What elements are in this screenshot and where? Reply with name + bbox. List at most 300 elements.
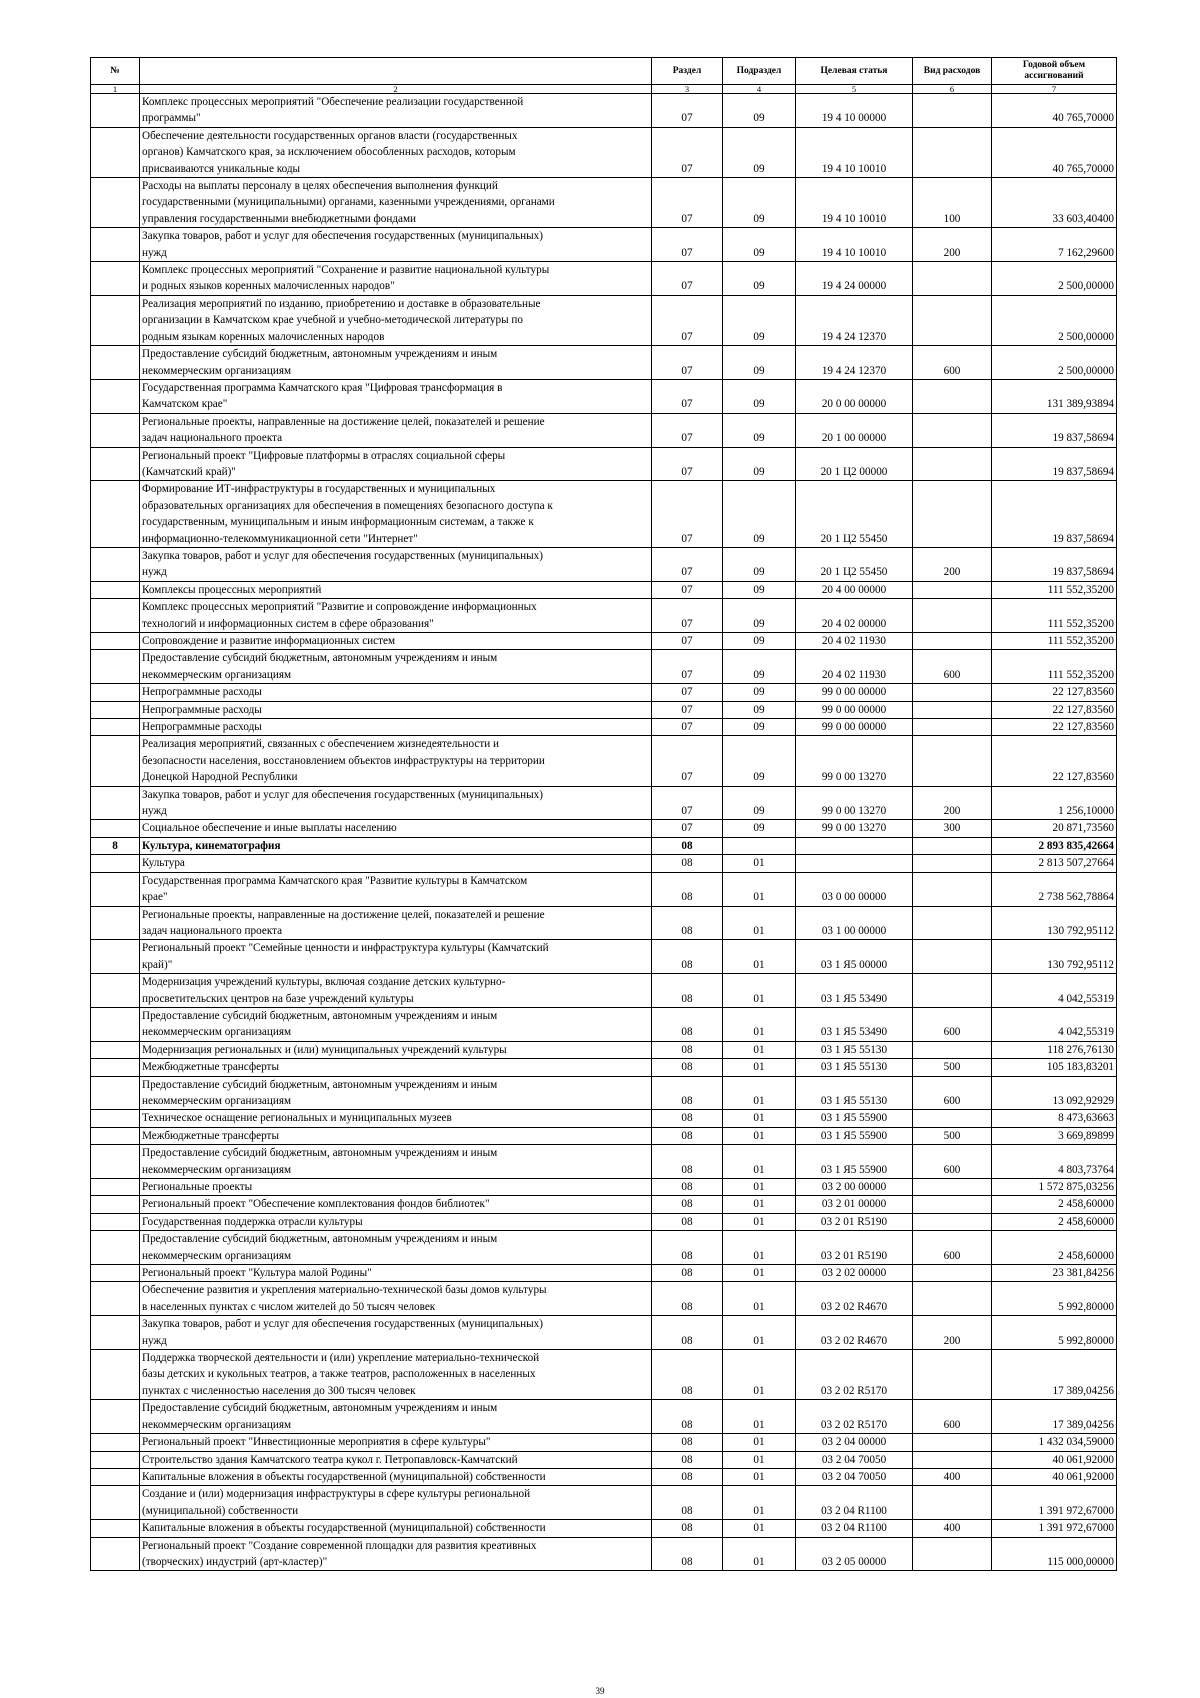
table-row (91, 719, 1117, 736)
table-row (91, 1520, 1117, 1537)
cell-celevaya-statya: 03 2 04 R1100 (796, 1520, 913, 1537)
column-number-row (91, 85, 1117, 94)
table-row (91, 1196, 1117, 1213)
cell-num (91, 1196, 140, 1213)
cell-name (140, 228, 652, 262)
table-row (91, 684, 1117, 701)
cell-celevaya-statya: 03 2 01 R5190 (796, 1213, 913, 1230)
cell-name (140, 94, 652, 128)
cell-celevaya-statya: 03 2 00 00000 (796, 1179, 913, 1196)
table-row (91, 447, 1117, 481)
cell-podrazdel: 09 (723, 736, 796, 786)
cell-name (140, 1007, 652, 1041)
cell-num (91, 379, 140, 413)
cell-summa: 22 127,83560 (992, 701, 1117, 718)
cell-celevaya-statya: 03 2 01 R5190 (796, 1231, 913, 1265)
cell-summa: 2 458,60000 (992, 1196, 1117, 1213)
cell-name (140, 1127, 652, 1144)
cell-summa: 118 276,76130 (992, 1041, 1117, 1058)
cell-num (91, 1520, 140, 1537)
table-row (91, 1007, 1117, 1041)
cell-name (140, 1265, 652, 1282)
cell-celevaya-statya: 20 1 Ц2 55450 (796, 547, 913, 581)
cell-name-line: базы детских и кукольных театров, а также театров, расположенных в населенных (142, 1368, 536, 1381)
cell-celevaya-statya: 99 0 00 13270 (796, 820, 913, 837)
cell-num (91, 820, 140, 837)
cell-podrazdel: 01 (723, 1316, 796, 1350)
cell-name-line: Региональный проект "Создание современной площадки для развития креативных (142, 1539, 537, 1552)
header-vid-rashodov: Вид расходов (913, 58, 992, 85)
cell-name (140, 650, 652, 684)
cell-vid-rashodov (913, 1434, 992, 1451)
cell-celevaya-statya: 19 4 10 00000 (796, 94, 913, 128)
cell-name (140, 127, 652, 177)
table-row (91, 1041, 1117, 1058)
cell-podrazdel: 09 (723, 820, 796, 837)
cell-summa: 2 458,60000 (992, 1213, 1117, 1230)
cell-razdel: 08 (652, 872, 723, 906)
cell-name-line: Предоставление субсидий бюджетным, автономным учреждениям и иным (142, 652, 498, 665)
cell-celevaya-statya: 20 4 00 00000 (796, 581, 913, 598)
cell-name-line: Комплекс процессных мероприятий "Сохранение и развитие национальной культуры (142, 264, 550, 277)
page-number: 39 (595, 1686, 605, 1696)
cell-num (91, 1537, 140, 1571)
cell-celevaya-statya: 99 0 00 13270 (796, 786, 913, 820)
cell-celevaya-statya: 03 2 02 R5170 (796, 1400, 913, 1434)
cell-podrazdel: 01 (723, 1127, 796, 1144)
table-row (91, 1316, 1117, 1350)
cell-num (91, 547, 140, 581)
table-row (91, 481, 1117, 548)
table-row (91, 1400, 1117, 1434)
cell-num (91, 719, 140, 736)
cell-name-line: Предоставление субсидий бюджетным, автономным учреждениям и иным (142, 1233, 498, 1246)
cell-vid-rashodov (913, 837, 992, 854)
cell-razdel: 07 (652, 127, 723, 177)
cell-vid-rashodov: 200 (913, 786, 992, 820)
cell-podrazdel: 09 (723, 94, 796, 128)
cell-razdel: 08 (652, 1486, 723, 1520)
cell-name-line: нужд (142, 246, 167, 259)
cell-name (140, 684, 652, 701)
table-row (91, 650, 1117, 684)
cell-celevaya-statya: 03 2 02 R4670 (796, 1316, 913, 1350)
table-row (91, 855, 1117, 872)
cell-vid-rashodov (913, 736, 992, 786)
cell-name-line: Модернизация региональных и (или) муниципальных учреждений культуры (142, 1043, 507, 1056)
cell-summa: 115 000,00000 (992, 1537, 1117, 1571)
cell-vid-rashodov (913, 855, 992, 872)
cell-celevaya-statya: 03 2 01 00000 (796, 1196, 913, 1213)
cell-name-line: некоммерческим организациям (142, 1418, 292, 1431)
cell-name-line: Закупка товаров, работ и услуг для обеспечения государственных (муниципальных) (142, 788, 543, 801)
cell-celevaya-statya: 19 4 10 10010 (796, 228, 913, 262)
table-row (91, 701, 1117, 718)
cell-razdel: 07 (652, 820, 723, 837)
cell-num (91, 1007, 140, 1041)
cell-podrazdel: 09 (723, 650, 796, 684)
cell-summa: 131 389,93894 (992, 379, 1117, 413)
cell-podrazdel: 01 (723, 940, 796, 974)
cell-name (140, 547, 652, 581)
cell-celevaya-statya: 03 2 02 R4670 (796, 1282, 913, 1316)
cell-name-line: программы" (142, 112, 201, 125)
cell-razdel: 08 (652, 1059, 723, 1076)
cell-name-line: Предоставление субсидий бюджетным, автономным учреждениям и иным (142, 1078, 498, 1091)
cell-summa: 1 256,10000 (992, 786, 1117, 820)
cell-summa: 17 389,04256 (992, 1350, 1117, 1400)
cell-summa: 22 127,83560 (992, 684, 1117, 701)
cell-razdel: 07 (652, 547, 723, 581)
cell-name-line: Реализация мероприятий по изданию, приобретению и доставке в образовательные (142, 297, 541, 310)
cell-num (91, 1468, 140, 1485)
cell-name (140, 786, 652, 820)
cell-summa: 4 803,73764 (992, 1145, 1117, 1179)
cell-podrazdel: 01 (723, 855, 796, 872)
cell-razdel: 07 (652, 295, 723, 345)
cell-vid-rashodov: 600 (913, 1231, 992, 1265)
cell-vid-rashodov (913, 974, 992, 1008)
cell-razdel: 07 (652, 481, 723, 548)
cell-podrazdel: 01 (723, 1110, 796, 1127)
cell-num (91, 684, 140, 701)
cell-name-line: Техническое оснащение региональных и муниципальных музеев (142, 1112, 452, 1125)
cell-name-line: Камчатском крае" (142, 398, 228, 411)
cell-podrazdel: 01 (723, 1179, 796, 1196)
cell-num (91, 1265, 140, 1282)
cell-name-line: управления государственными внебюджетными фондами (142, 212, 417, 225)
cell-razdel: 07 (652, 633, 723, 650)
cell-name (140, 1076, 652, 1110)
cell-name (140, 1179, 652, 1196)
table-row (91, 1179, 1117, 1196)
cell-podrazdel: 01 (723, 1400, 796, 1434)
table-row (91, 974, 1117, 1008)
cell-name-line: присваиваются уникальные коды (142, 162, 301, 175)
cell-summa: 4 042,55319 (992, 974, 1117, 1008)
cell-name-line: некоммерческим организациям (142, 668, 292, 681)
cell-name-line: Предоставление субсидий бюджетным, автономным учреждениям и иным (142, 348, 498, 361)
cell-vid-rashodov: 100 (913, 178, 992, 228)
cell-name-line: некоммерческим организациям (142, 1026, 292, 1039)
cell-summa: 130 792,95112 (992, 940, 1117, 974)
cell-podrazdel: 01 (723, 1468, 796, 1485)
cell-summa: 3 669,89899 (992, 1127, 1117, 1144)
cell-podrazdel: 01 (723, 1350, 796, 1400)
cell-name-line: Предоставление субсидий бюджетным, автономным учреждениям и иным (142, 1009, 498, 1022)
cell-podrazdel: 01 (723, 1451, 796, 1468)
cell-razdel: 07 (652, 581, 723, 598)
table-row (91, 940, 1117, 974)
cell-summa: 111 552,35200 (992, 650, 1117, 684)
cell-celevaya-statya: 03 2 05 00000 (796, 1537, 913, 1571)
cell-vid-rashodov: 500 (913, 1059, 992, 1076)
cell-num (91, 701, 140, 718)
cell-num (91, 481, 140, 548)
colnum: 7 (992, 85, 1117, 94)
cell-celevaya-statya (796, 855, 913, 872)
cell-summa: 111 552,35200 (992, 599, 1117, 633)
cell-name-line: крае" (142, 891, 168, 904)
cell-celevaya-statya: 03 2 02 R5170 (796, 1350, 913, 1400)
cell-num (91, 1350, 140, 1400)
cell-razdel: 07 (652, 413, 723, 447)
cell-razdel: 08 (652, 1179, 723, 1196)
cell-podrazdel: 01 (723, 1231, 796, 1265)
cell-celevaya-statya: 19 4 24 12370 (796, 295, 913, 345)
cell-vid-rashodov: 600 (913, 1400, 992, 1434)
cell-vid-rashodov (913, 481, 992, 548)
cell-name (140, 1145, 652, 1179)
header-num: № (91, 58, 140, 85)
cell-celevaya-statya (796, 837, 913, 854)
cell-podrazdel: 01 (723, 1145, 796, 1179)
cell-name-line: нужд (142, 566, 167, 579)
cell-num (91, 1434, 140, 1451)
cell-podrazdel: 01 (723, 1486, 796, 1520)
cell-num (91, 228, 140, 262)
cell-num (91, 974, 140, 1008)
cell-summa: 2 813 507,27664 (992, 855, 1117, 872)
table-row (91, 547, 1117, 581)
cell-celevaya-statya: 03 1 Я5 55130 (796, 1059, 913, 1076)
cell-razdel: 07 (652, 599, 723, 633)
cell-celevaya-statya: 03 2 02 00000 (796, 1265, 913, 1282)
cell-vid-rashodov: 200 (913, 547, 992, 581)
cell-name-line: Модернизация учреждений культуры, включая создание детских культурно- (142, 976, 506, 989)
cell-celevaya-statya: 20 1 00 00000 (796, 413, 913, 447)
cell-name-line: Региональный проект "Семейные ценности и инфраструктура культуры (Камчатский (142, 942, 549, 955)
cell-podrazdel: 09 (723, 127, 796, 177)
cell-vid-rashodov (913, 1537, 992, 1571)
cell-name-line: (творческих) индустрий (арт-кластер)" (142, 1555, 328, 1568)
cell-vid-rashodov: 600 (913, 1076, 992, 1110)
table-header-row (91, 58, 1117, 85)
table-row (91, 872, 1117, 906)
cell-summa: 40 061,92000 (992, 1468, 1117, 1485)
cell-name (140, 1110, 652, 1127)
cell-name-line: Строительство здания Камчатского театра кукол г. Петропавловск-Камчатский (142, 1453, 518, 1466)
cell-num (91, 262, 140, 296)
cell-summa: 105 183,83201 (992, 1059, 1117, 1076)
table-row (91, 262, 1117, 296)
cell-vid-rashodov (913, 1110, 992, 1127)
cell-name-line: и родных языков коренных малочисленных народов" (142, 280, 395, 293)
budget-table-sheet (90, 57, 1116, 1571)
table-row (91, 127, 1117, 177)
cell-name-line: Закупка товаров, работ и услуг для обеспечения государственных (муниципальных) (142, 1318, 543, 1331)
cell-summa: 2 500,00000 (992, 262, 1117, 296)
cell-name-line: просветительских центров на базе учреждений культуры (142, 992, 414, 1005)
cell-num (91, 447, 140, 481)
cell-num (91, 1231, 140, 1265)
cell-razdel: 08 (652, 1520, 723, 1537)
cell-podrazdel: 09 (723, 599, 796, 633)
cell-name-line: Формирование ИТ-инфраструктуры в государственных и муниципальных (142, 483, 496, 496)
table-row (91, 94, 1117, 128)
table-row (91, 1145, 1117, 1179)
colnum: 4 (723, 85, 796, 94)
cell-summa: 1 572 875,03256 (992, 1179, 1117, 1196)
cell-podrazdel: 09 (723, 413, 796, 447)
cell-podrazdel: 09 (723, 295, 796, 345)
cell-name-line: Поддержка творческой деятельности и (или) укрепление материально-технической (142, 1352, 540, 1365)
cell-razdel: 08 (652, 940, 723, 974)
cell-name-line: Непрограммные расходы (142, 703, 262, 716)
cell-summa: 5 992,80000 (992, 1316, 1117, 1350)
cell-summa: 19 837,58694 (992, 481, 1117, 548)
cell-num (91, 940, 140, 974)
cell-podrazdel: 09 (723, 481, 796, 548)
cell-num (91, 295, 140, 345)
cell-razdel: 08 (652, 1007, 723, 1041)
header-celevaya-statya: Целевая статья (796, 58, 913, 85)
cell-vid-rashodov (913, 1041, 992, 1058)
cell-vid-rashodov: 600 (913, 650, 992, 684)
cell-razdel: 08 (652, 1196, 723, 1213)
cell-num (91, 1110, 140, 1127)
cell-name-line: Закупка товаров, работ и услуг для обеспечения государственных (муниципальных) (142, 549, 543, 562)
cell-name-line: Межбюджетные трансферты (142, 1129, 279, 1142)
cell-vid-rashodov: 400 (913, 1520, 992, 1537)
cell-name-line: нужд (142, 1334, 167, 1347)
cell-razdel: 08 (652, 1400, 723, 1434)
cell-vid-rashodov: 500 (913, 1127, 992, 1144)
cell-name (140, 599, 652, 633)
cell-summa: 5 992,80000 (992, 1282, 1117, 1316)
cell-summa: 2 500,00000 (992, 346, 1117, 380)
cell-podrazdel: 09 (723, 701, 796, 718)
cell-vid-rashodov: 600 (913, 1145, 992, 1179)
cell-celevaya-statya: 03 0 00 00000 (796, 872, 913, 906)
cell-name (140, 855, 652, 872)
cell-name (140, 837, 652, 854)
table-row (91, 1350, 1117, 1400)
cell-vid-rashodov (913, 719, 992, 736)
cell-podrazdel: 09 (723, 346, 796, 380)
cell-name (140, 719, 652, 736)
colnum: 1 (91, 85, 140, 94)
cell-name-line: некоммерческим организациям (142, 364, 292, 377)
cell-podrazdel (723, 837, 796, 854)
cell-name-line: задач национального проекта (142, 432, 283, 445)
cell-num (91, 1041, 140, 1058)
cell-celevaya-statya: 03 1 Я5 53490 (796, 1007, 913, 1041)
cell-name-line: Региональные проекты, направленные на достижение целей, показателей и решение (142, 908, 545, 921)
cell-name (140, 1059, 652, 1076)
cell-razdel: 07 (652, 701, 723, 718)
cell-podrazdel: 01 (723, 1213, 796, 1230)
table-row (91, 379, 1117, 413)
header-razdel: Раздел (652, 58, 723, 85)
cell-podrazdel: 01 (723, 1520, 796, 1537)
cell-num (91, 599, 140, 633)
cell-name (140, 581, 652, 598)
cell-num (91, 581, 140, 598)
cell-name-line: нужд (142, 805, 167, 818)
cell-summa: 19 837,58694 (992, 447, 1117, 481)
cell-summa: 2 500,00000 (992, 295, 1117, 345)
table-row (91, 346, 1117, 380)
cell-name-line: некоммерческим организациям (142, 1163, 292, 1176)
cell-podrazdel: 01 (723, 872, 796, 906)
cell-celevaya-statya: 03 1 Я5 55900 (796, 1145, 913, 1179)
cell-vid-rashodov (913, 1179, 992, 1196)
cell-name-line: задач национального проекта (142, 924, 283, 937)
cell-name (140, 820, 652, 837)
cell-name-line: Региональный проект "Культура малой Родины" (142, 1267, 372, 1280)
cell-razdel: 08 (652, 1434, 723, 1451)
cell-vid-rashodov (913, 906, 992, 940)
cell-celevaya-statya: 03 1 Я5 55130 (796, 1076, 913, 1110)
cell-name-line: (Камчатский край)" (142, 465, 236, 478)
cell-name-line: Региональные проекты (142, 1181, 253, 1193)
cell-razdel: 07 (652, 650, 723, 684)
cell-summa: 2 893 835,42664 (992, 837, 1117, 854)
cell-vid-rashodov: 400 (913, 1468, 992, 1485)
cell-num (91, 94, 140, 128)
colnum: 6 (913, 85, 992, 94)
cell-name (140, 447, 652, 481)
cell-razdel: 08 (652, 1213, 723, 1230)
cell-summa: 8 473,63663 (992, 1110, 1117, 1127)
cell-vid-rashodov (913, 94, 992, 128)
cell-num (91, 736, 140, 786)
cell-name-line: технологий и информационных систем в сфере образования" (142, 617, 434, 630)
table-row (91, 633, 1117, 650)
table-row (91, 786, 1117, 820)
cell-razdel: 07 (652, 684, 723, 701)
table-body (91, 94, 1117, 1571)
cell-podrazdel: 09 (723, 547, 796, 581)
cell-celevaya-statya: 20 4 02 11930 (796, 650, 913, 684)
cell-podrazdel: 01 (723, 1537, 796, 1571)
cell-vid-rashodov (913, 1451, 992, 1468)
table-row (91, 820, 1117, 837)
cell-name (140, 1468, 652, 1485)
cell-summa: 2 738 562,78864 (992, 872, 1117, 906)
header-name (140, 58, 652, 85)
cell-podrazdel: 01 (723, 974, 796, 1008)
cell-vid-rashodov: 600 (913, 1007, 992, 1041)
cell-celevaya-statya: 99 0 00 13270 (796, 736, 913, 786)
cell-name (140, 906, 652, 940)
cell-celevaya-statya: 99 0 00 00000 (796, 701, 913, 718)
cell-podrazdel: 09 (723, 228, 796, 262)
cell-name-line: некоммерческим организациям (142, 1094, 292, 1107)
cell-podrazdel: 09 (723, 447, 796, 481)
table-row (91, 413, 1117, 447)
cell-name-line: Непрограммные расходы (142, 721, 262, 734)
cell-name-line: Государственная программа Камчатского края "Цифровая трансформация в (142, 381, 503, 394)
cell-podrazdel: 01 (723, 1282, 796, 1316)
cell-razdel: 08 (652, 1231, 723, 1265)
cell-vid-rashodov (913, 684, 992, 701)
cell-vid-rashodov (913, 1282, 992, 1316)
cell-name-line: Сопровождение и развитие информационных систем (142, 635, 396, 647)
cell-razdel: 08 (652, 906, 723, 940)
table-row (91, 1451, 1117, 1468)
cell-razdel: 07 (652, 719, 723, 736)
cell-podrazdel: 01 (723, 906, 796, 940)
cell-name (140, 413, 652, 447)
cell-name-line: Культура (142, 857, 185, 870)
table-row (91, 581, 1117, 598)
cell-name (140, 1486, 652, 1520)
cell-name (140, 1350, 652, 1400)
cell-name (140, 379, 652, 413)
cell-razdel: 07 (652, 379, 723, 413)
